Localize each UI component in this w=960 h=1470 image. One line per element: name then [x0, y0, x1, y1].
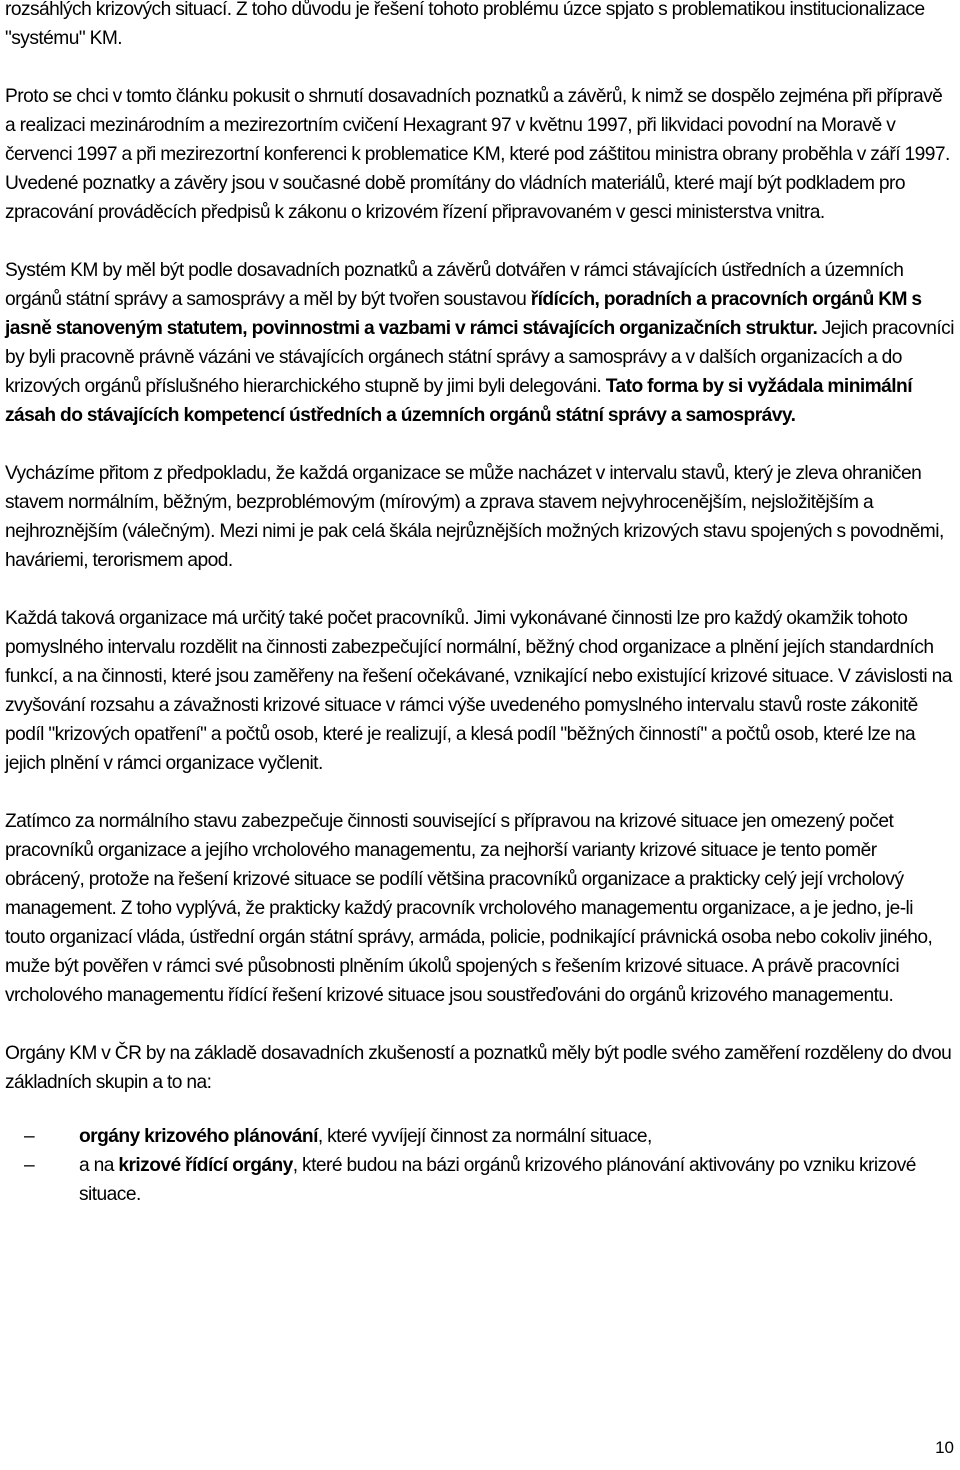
text-segment: Proto se chci v tomto článku pokusit o shrnutí dosavadních poznatků a závěrů, k nimž se dospělo zejména při přípravě a realizaci mezinárodním a mezirezortním cvičení Hexagrant 97 v květnu 1997, při likvidaci povodní na Moravě v červenci 1997 a při mezirezortní konferenci k problematice KM, které pod záštitou ministra obrany proběhla v září 1997. Uvedené poznatky a závěry jsou v současné době promítány do vládních materiálů, které mají být podkladem pro zpracování prováděcích předpisů k zákonu o krizovém řízení připravovaném v gesci ministerstva vnitra. [5, 86, 950, 223]
text-segment: Systém KM by měl být podle dosavadních poznatků a závěrů dotvářen v rámci stávajících ústředních a územních orgánů státní správy a samosprávy a měl by být tvořen soustavou [5, 260, 904, 310]
text-segment: Vycházíme přitom z předpokladu, že každá organizace se může nacházet v intervalu stavů, který je zleva ohraničen stavem normálním, běžným, bezproblémovým (mírovým) a zprava stavem nejvyhrocenějším, nejsložitějším a nejhroznějším (válečným). Mezi nimi je pak celá škála nejrůznějších možných krizových stavu spojených s povodněmi, haváriemi, terorismem apod. [5, 463, 944, 571]
paragraph-km-bodies-intro [5, 1039, 955, 1097]
bold-text-segment: krizové řídící orgány [118, 1155, 293, 1176]
dash-bullet: – [24, 1155, 35, 1176]
text-segment: , které budou na bázi orgánů krizového plánování aktivovány po vzniku krizové situace. [79, 1155, 916, 1205]
paragraph-intro-continuation [5, 0, 955, 53]
paragraph-management-ratio [5, 807, 955, 1010]
document-page [5, 0, 955, 1209]
text-segment: , které vyvíjejí činnost za normální situace, [317, 1126, 652, 1147]
paragraph-article-purpose [5, 82, 955, 227]
dash-bullet: – [24, 1126, 35, 1147]
page-number: 10 [935, 1438, 954, 1457]
bold-text-segment: orgány krizového plánování [79, 1126, 318, 1147]
list-item [5, 1122, 955, 1151]
bold-text-segment: řídících, poradních a pracovních orgánů KM s jasně stanoveným statutem, povinnostmi a vazbami v rámci stávajících organizačních struktur. [5, 289, 922, 339]
list-item [5, 1151, 955, 1209]
bold-text-segment: Tato forma by si vyžádala minimální zásah do stávajících kompetencí ústředních a územních orgánů státní správy a samosprávy. [5, 376, 913, 426]
km-bodies-list [5, 1122, 955, 1209]
text-segment: Jejich pracovníci by byli pracovně právně vázáni ve stávajících orgánech státní správy a samosprávy a v dalších organizacích a do krizových orgánů příslušného hierarchického stupně by jimi byli delegováni. [5, 318, 954, 397]
text-segment: a na [79, 1155, 119, 1176]
text-segment: Každá taková organizace má určitý také počet pracovníků. Jimi vykonávané činnosti lze pro každý okamžik tohoto pomyslného intervalu rozdělit na činnosti zabezpečující normální, běžný chod organizace a plnění jejích standardních funkcí, a na činnosti, které jsou zaměřeny na řešení očekávané, vznikající nebo existující krizové situace. V závislosti na zvyšování rozsahu a závažnosti krizové situace v rámci výše uvedeného pomyslného intervalu stavů roste zákonitě podíl "krizových opatření" a počtů osob, které je realizují, a klesá podíl "běžných činností" a počtů osob, které lze na jejich plnění v rámci organizace vyčlenit. [5, 608, 952, 774]
text-segment: Zatímco za normálního stavu zabezpečuje činnosti související s přípravou na krizové situace jen omezený počet pracovníků organizace a jejího vrcholového managementu, za nejhorší varianty krizové situace je tento poměr obrácený, protože na řešení krizové situace se podílí většina pracovníků organizace a prakticky celý její vrcholový management. Z toho vyplývá, že prakticky každý pracovník vrcholového managementu organizace, a je jedno, je-li touto organizací vláda, ústřední orgán státní správy, armáda, policie, podnikající právnická osoba nebo cokoliv jiného, muže být pověřen v rámci své působnosti plněním úkolů spojených s řešením krizové situace. A právě pracovníci vrcholového managementu řídící řešení krizové situace jsou soustřeďováni do orgánů krizového managementu. [5, 811, 933, 1006]
text-segment: Orgány KM v ČR by na základě dosavadních zkušeností a poznatků měly být podle svého zaměření rozděleny do dvou základních skupin a to na: [5, 1043, 952, 1093]
text-segment: rozsáhlých krizových situací. Z toho důvodu je řešení tohoto problému úzce spjato s problematikou institucionalizace "systému" KM. [5, 0, 925, 49]
paragraph-km-system [5, 256, 955, 430]
paragraph-state-interval [5, 459, 955, 575]
paragraph-workers-activities [5, 604, 955, 778]
